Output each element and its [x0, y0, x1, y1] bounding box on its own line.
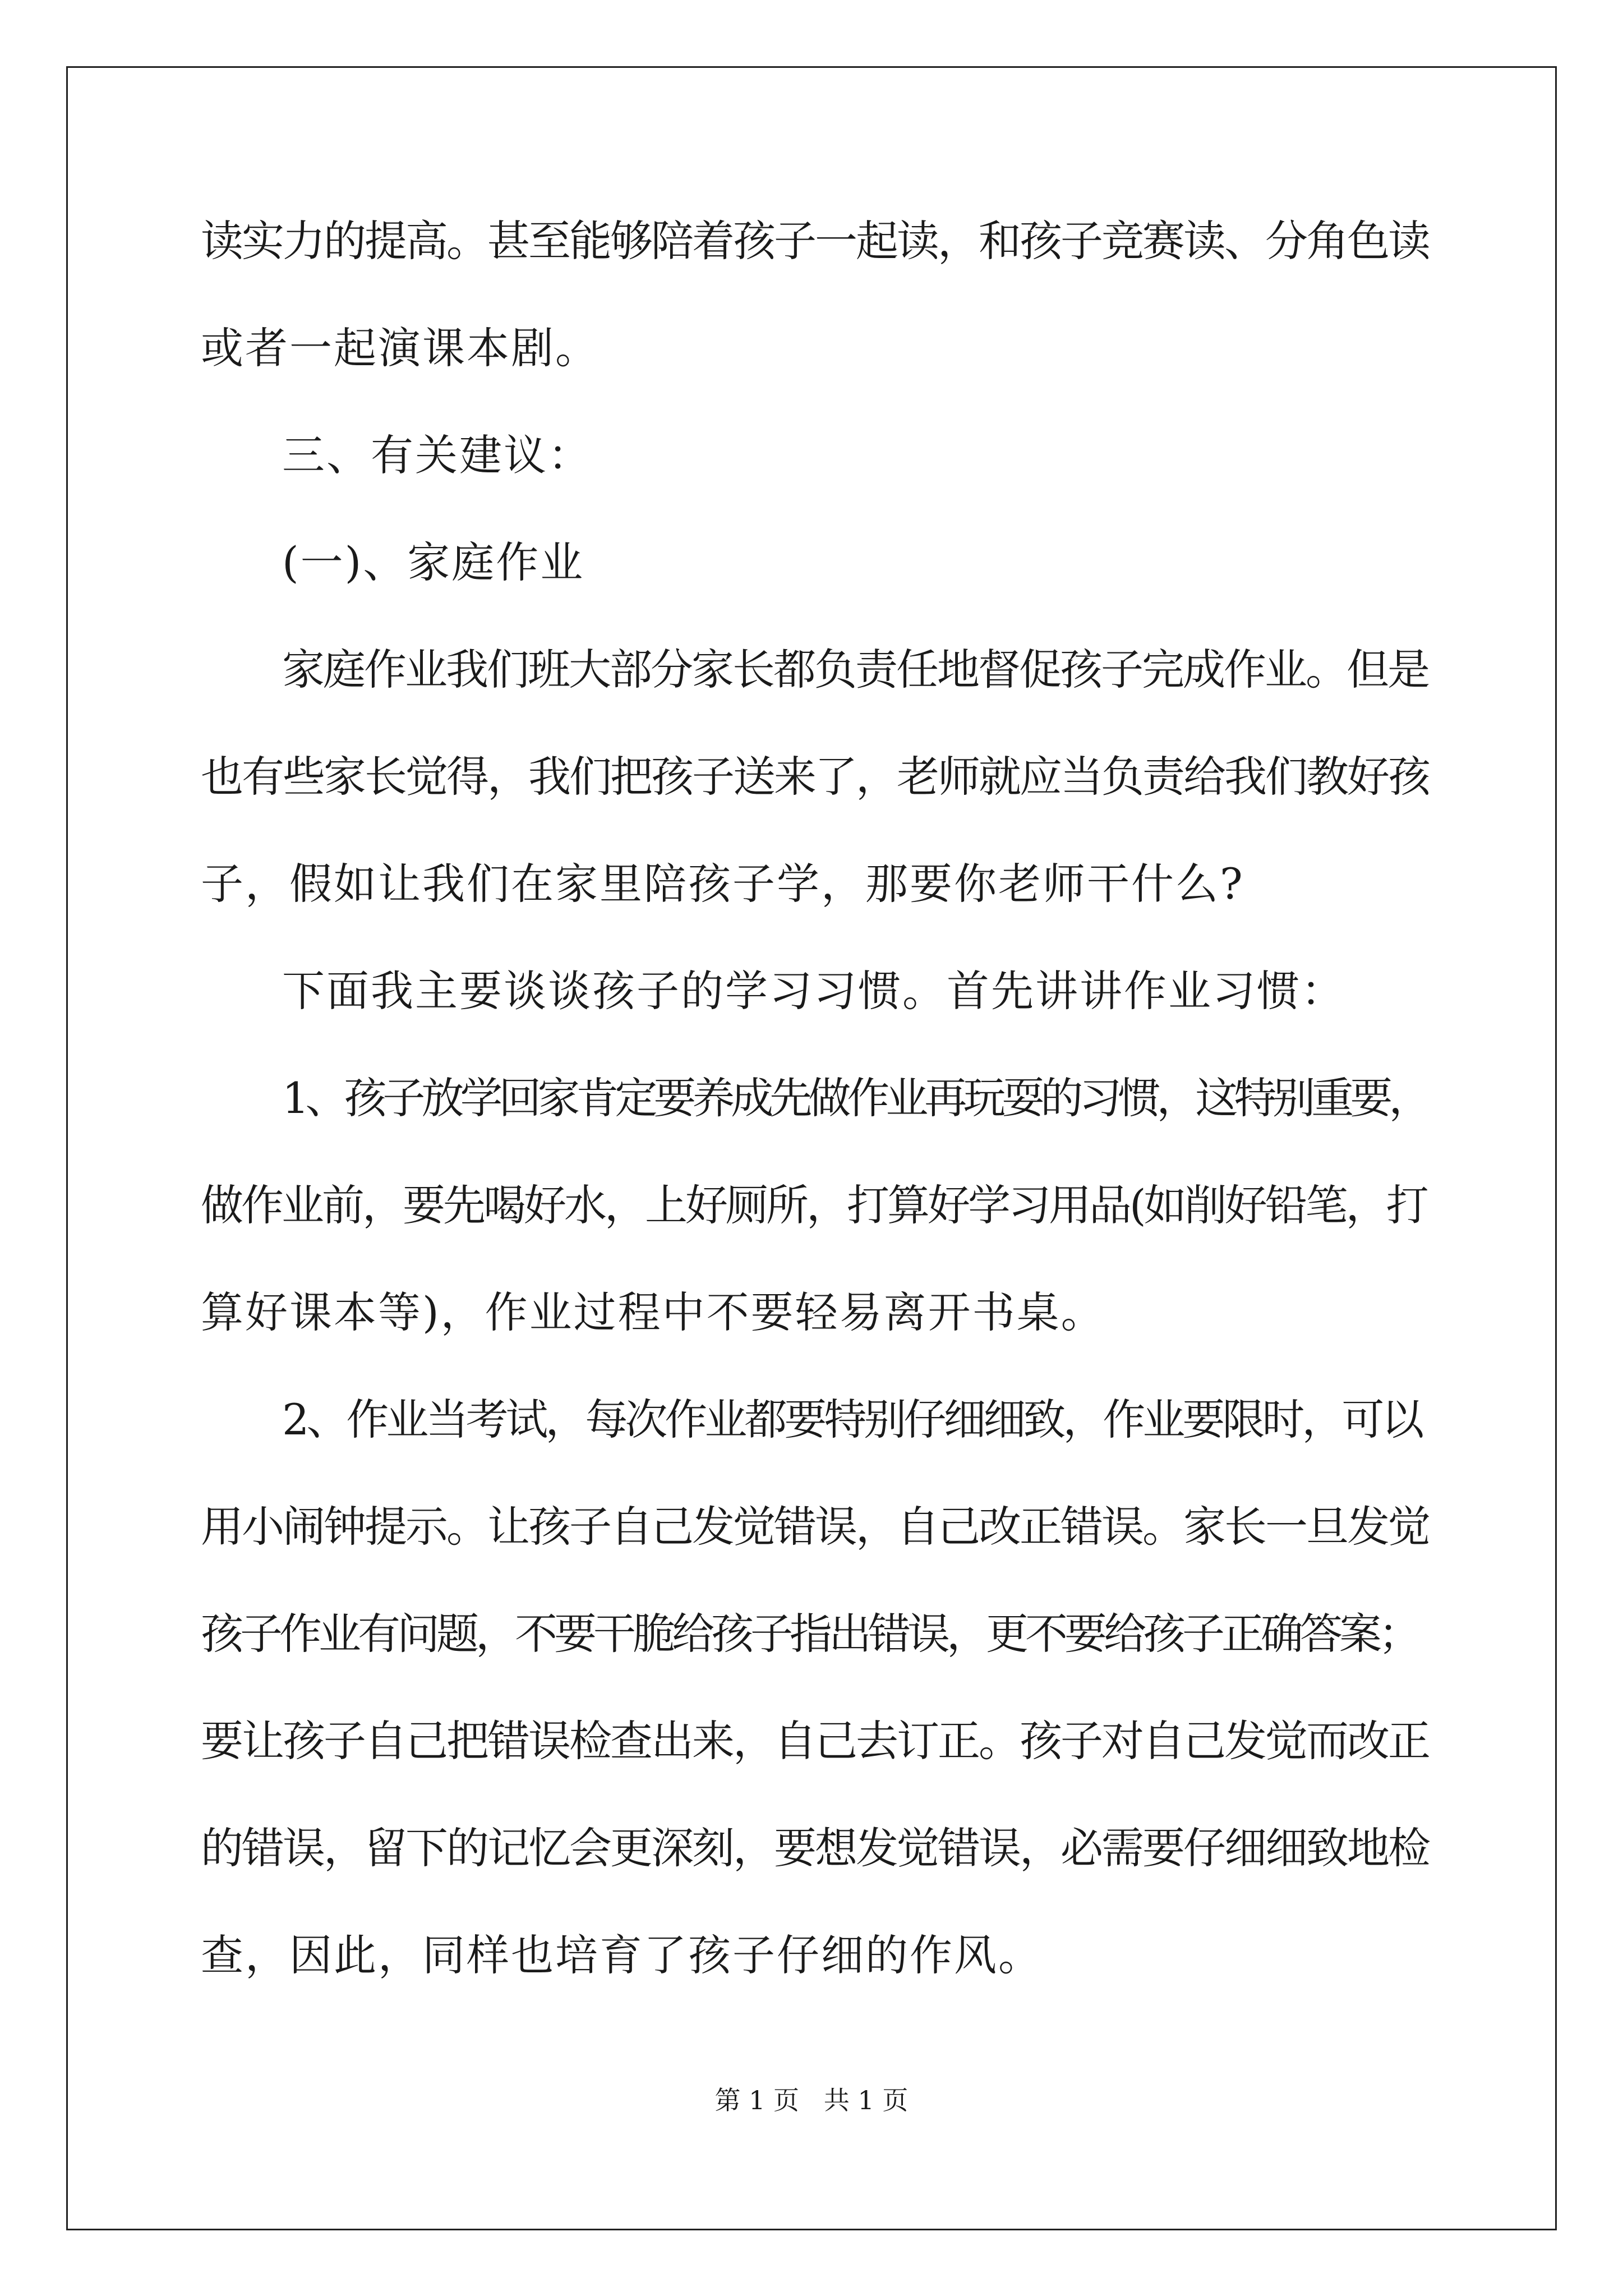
text-line: 用小闹钟提示。让孩子自己发觉错误，自己改正错误。家长一旦发觉: [201, 1502, 1429, 1552]
text-line: 算好课本等)，作业过程中不要轻易离开书桌。: [201, 1287, 1105, 1337]
text-line: 也有些家长觉得，我们把孩子送来了，老师就应当负责给我们教好孩: [201, 752, 1429, 802]
text-line: 下面我主要谈谈孩子的学习习惯。首先讲讲作业习惯：: [282, 966, 1345, 1016]
text-line: 家庭作业我们班大部分家长都负责任地督促孩子完成作业。但是: [282, 645, 1428, 694]
text-line: 1、孩子放学回家肯定要养成先做作业再玩耍的习惯，这特别重要，: [282, 1073, 1428, 1123]
text-line: 或者一起演课本剧。: [201, 323, 600, 373]
page-number: 第 1 页 共 1 页: [714, 2085, 909, 2115]
section-heading: 三、有关建议：: [282, 430, 592, 480]
text-line: 的错误，留下的记忆会更深刻，要想发觉错误，必需要仔细细致地检: [201, 1823, 1429, 1873]
text-line: 查，因此，同样也培育了孩子仔细的作风。: [201, 1930, 1043, 1980]
text-line: 读实力的提高。甚至能够陪着孩子一起读，和孩子竞赛读、分角色读: [201, 216, 1429, 266]
text-line: 孩子作业有问题，不要干脆给孩子指出错误，更不要给孩子正确答案；: [201, 1609, 1418, 1659]
text-line: 子，假如让我们在家里陪孩子学，那要你老师干什么?: [201, 859, 1244, 909]
page-border: [66, 66, 1557, 2230]
subsection-heading: (一)、家庭作业: [282, 537, 585, 587]
text-line: 做作业前，要先喝好水，上好厕所，打算好学习用品(如削好铅笔，打: [201, 1180, 1427, 1230]
text-line: 要让孩子自己把错误检查出来，自己去订正。孩子对自己发觉而改正: [201, 1716, 1429, 1766]
text-line: 2、作业当考试，每次作业都要特别仔细细致，作业要限时，可以: [282, 1395, 1422, 1444]
